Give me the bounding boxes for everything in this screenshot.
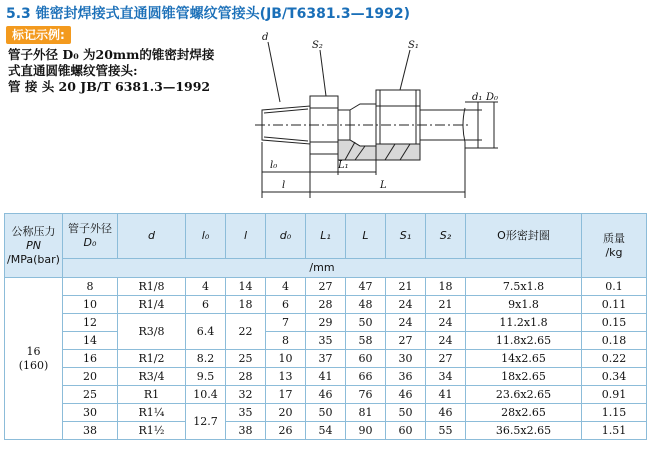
header-mass: 质量 /kg (582, 214, 647, 278)
cell-D0: 30 (63, 404, 118, 422)
cell-S1: 36 (386, 368, 426, 386)
cell-d0: 7 (266, 314, 306, 332)
spec-table (4, 213, 647, 440)
cell-l: 22 (226, 314, 266, 350)
cell-l: 25 (226, 350, 266, 368)
pressure-cell: 16 (160) (5, 278, 63, 440)
label-L1: L₁ (338, 160, 349, 171)
table-row (5, 296, 647, 314)
cell-l0: 12.7 (186, 404, 226, 440)
table-row (5, 278, 647, 296)
cell-L: 76 (346, 386, 386, 404)
cell-S1: 46 (386, 386, 426, 404)
example-line-1: 管子外径 D₀ 为20mm的锥密封焊接 (8, 47, 215, 62)
cell-S1: 27 (386, 332, 426, 350)
cell-d: R1 (118, 386, 186, 404)
cell-S2: 27 (426, 350, 466, 368)
cell-oring: 28x2.65 (466, 404, 582, 422)
cell-oring: 23.6x2.65 (466, 386, 582, 404)
cell-d0: 10 (266, 350, 306, 368)
table-header-row (5, 214, 647, 259)
cell-L1: 29 (306, 314, 346, 332)
cell-oring: 11.2x1.8 (466, 314, 582, 332)
cell-S2: 18 (426, 278, 466, 296)
table-row (5, 422, 647, 440)
header-L: L (346, 214, 386, 259)
cell-mass: 0.34 (582, 368, 647, 386)
cell-d0: 26 (266, 422, 306, 440)
cell-d0: 20 (266, 404, 306, 422)
cell-L1: 54 (306, 422, 346, 440)
header-l0: l₀ (186, 214, 226, 259)
fitting-drawing (250, 30, 650, 210)
header-L1: L₁ (306, 214, 346, 259)
cell-L: 66 (346, 368, 386, 386)
cell-D0: 38 (63, 422, 118, 440)
cell-D0: 14 (63, 332, 118, 350)
example-line-2: 式直通圆锥螺纹管接头: (8, 63, 138, 78)
cell-L: 47 (346, 278, 386, 296)
label-s1: S₁ (408, 40, 419, 51)
cell-mass: 0.1 (582, 278, 647, 296)
cell-l0: 6.4 (186, 314, 226, 350)
cell-mass: 1.15 (582, 404, 647, 422)
cell-S1: 50 (386, 404, 426, 422)
table-row (5, 314, 647, 332)
cell-D0: 20 (63, 368, 118, 386)
cell-d: R1/4 (118, 296, 186, 314)
cell-S1: 21 (386, 278, 426, 296)
cell-oring: 7.5x1.8 (466, 278, 582, 296)
cell-l0: 9.5 (186, 368, 226, 386)
cell-d0: 13 (266, 368, 306, 386)
cell-mass: 0.91 (582, 386, 647, 404)
cell-D0: 10 (63, 296, 118, 314)
cell-S1: 24 (386, 314, 426, 332)
cell-L: 60 (346, 350, 386, 368)
label-L: L (380, 180, 387, 191)
header-oring: O形密封圈 (466, 214, 582, 259)
cell-S1: 24 (386, 296, 426, 314)
cell-mass: 0.22 (582, 350, 647, 368)
cell-L1: 28 (306, 296, 346, 314)
cell-L: 81 (346, 404, 386, 422)
cell-L1: 41 (306, 368, 346, 386)
cell-S2: 24 (426, 314, 466, 332)
cell-d: R1½ (118, 422, 186, 440)
example-line-3: 管 接 头 20 JB/T 6381.3—1992 (8, 79, 211, 94)
cell-d: R1/8 (118, 278, 186, 296)
cell-mass: 0.18 (582, 332, 647, 350)
cell-l: 18 (226, 296, 266, 314)
cell-d0: 6 (266, 296, 306, 314)
table-row (5, 368, 647, 386)
header-S1: S₁ (386, 214, 426, 259)
header-S2: S₂ (426, 214, 466, 259)
cell-l0: 6 (186, 296, 226, 314)
label-s2: S₂ (312, 40, 323, 51)
page-title: 5.3 锥密封焊接式直通圆锥管螺纹管接头(JB/T6381.3—1992) (6, 6, 411, 22)
header-l: l (226, 214, 266, 259)
cell-S1: 30 (386, 350, 426, 368)
cell-l: 35 (226, 404, 266, 422)
cell-S2: 55 (426, 422, 466, 440)
cell-d0: 8 (266, 332, 306, 350)
label-l0: l₀ (270, 160, 278, 171)
table-row (5, 386, 647, 404)
cell-mass: 0.15 (582, 314, 647, 332)
cell-S2: 24 (426, 332, 466, 350)
header-unit: /mm (63, 259, 582, 278)
cell-S2: 46 (426, 404, 466, 422)
cell-d0: 17 (266, 386, 306, 404)
cell-L1: 37 (306, 350, 346, 368)
cell-oring: 18x2.65 (466, 368, 582, 386)
cell-l: 14 (226, 278, 266, 296)
cell-L1: 46 (306, 386, 346, 404)
cell-d: R1/2 (118, 350, 186, 368)
cell-S2: 21 (426, 296, 466, 314)
cell-L1: 35 (306, 332, 346, 350)
cell-l0: 8.2 (186, 350, 226, 368)
cell-L1: 50 (306, 404, 346, 422)
cell-l0: 10.4 (186, 386, 226, 404)
cell-l: 38 (226, 422, 266, 440)
cell-S2: 34 (426, 368, 466, 386)
table-unit-row (5, 259, 647, 278)
cell-L1: 27 (306, 278, 346, 296)
cell-S1: 60 (386, 422, 426, 440)
cell-L: 50 (346, 314, 386, 332)
marking-example (8, 47, 248, 95)
cell-mass: 0.11 (582, 296, 647, 314)
table-row (5, 404, 647, 422)
cell-d: R1¼ (118, 404, 186, 422)
cell-oring: 9x1.8 (466, 296, 582, 314)
label-D0: D₀ (486, 92, 499, 103)
cell-d0: 4 (266, 278, 306, 296)
cell-oring: 11.8x2.65 (466, 332, 582, 350)
cell-mass: 1.51 (582, 422, 647, 440)
cell-S2: 41 (426, 386, 466, 404)
cell-oring: 14x2.65 (466, 350, 582, 368)
cell-L: 48 (346, 296, 386, 314)
cell-d: R3/8 (118, 314, 186, 350)
cell-l0: 4 (186, 278, 226, 296)
label-d: d (262, 32, 269, 43)
cell-D0: 25 (63, 386, 118, 404)
cell-l: 32 (226, 386, 266, 404)
cell-L: 58 (346, 332, 386, 350)
cell-L: 90 (346, 422, 386, 440)
header-pipe-od: 管子外径 D₀ (63, 214, 118, 259)
cell-l: 28 (226, 368, 266, 386)
cell-D0: 16 (63, 350, 118, 368)
table-row (5, 350, 647, 368)
header-d: d (118, 214, 186, 259)
table-row (5, 332, 647, 350)
cell-oring: 36.5x2.65 (466, 422, 582, 440)
header-d0: d₀ (266, 214, 306, 259)
marking-example-badge: 标记示例: (6, 26, 71, 44)
cell-D0: 12 (63, 314, 118, 332)
label-d1: d₁ (472, 92, 483, 103)
cell-D0: 8 (63, 278, 118, 296)
cell-d: R3/4 (118, 368, 186, 386)
label-l: l (282, 180, 286, 191)
header-pressure: 公称压力 PN /MPa(bar) (5, 214, 63, 278)
